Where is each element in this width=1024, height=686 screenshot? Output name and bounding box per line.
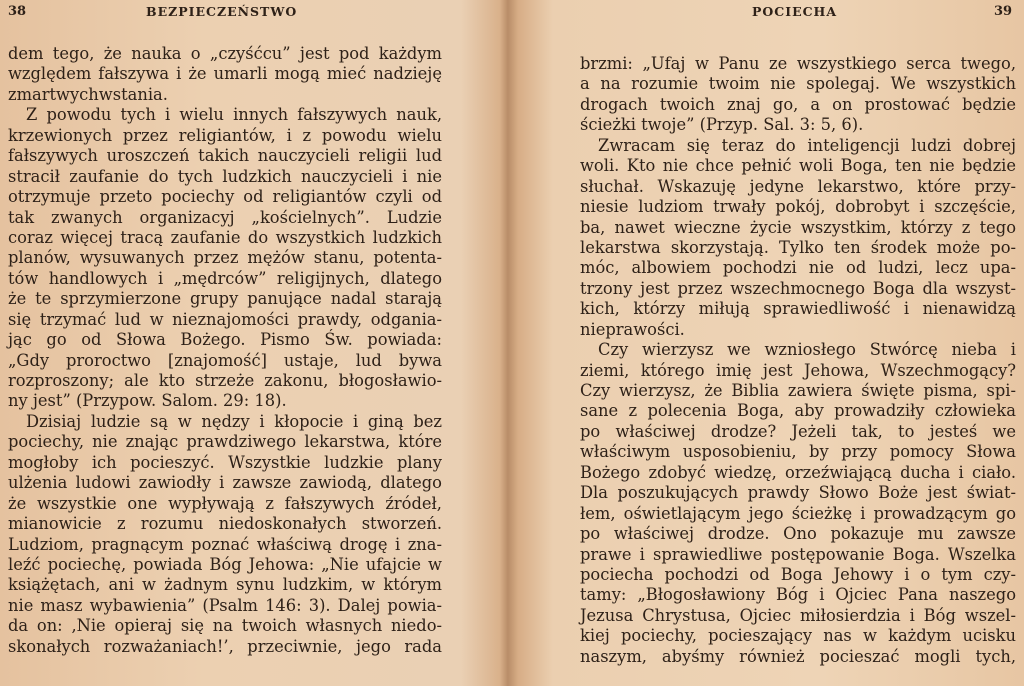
text-line: tamy: „Błogosławiony Bóg i Ojciec Pana naszego bbox=[580, 585, 1016, 605]
text-line: że te sprzymierzone grupy panujące nadal starają bbox=[8, 289, 442, 309]
text-line: leźć pociechę, powiada Bóg Jehowa: „Nie ufajcie w bbox=[8, 554, 442, 574]
text-line: kiej pociechy, pocieszający nas w każdym ucisku bbox=[580, 626, 1016, 646]
text-line: trzony jest przez wszechmocnego Boga dla wszyst- bbox=[580, 278, 1016, 298]
text-line: móc, albowiem pochodzi nie od ludzi, lecz upa- bbox=[580, 258, 1016, 278]
right-page bbox=[528, 0, 1024, 686]
text-line: jąc go od Słowa Bożego. Pismo Św. powiada: bbox=[8, 330, 442, 350]
text-line: krzewionych przez religiantów, i z powodu wielu bbox=[8, 125, 442, 145]
text-line: Bożego zdobyć wiedzę, orzeźwiającą ducha i ciało. bbox=[580, 462, 1016, 482]
page-number: 39 bbox=[994, 4, 1013, 19]
text-line: książętach, ani w żadnym synu ludzkim, w którym bbox=[8, 575, 442, 595]
text-line: woli. Kto nie chce pełnić woli Boga, ten nie będzie bbox=[580, 156, 1016, 176]
text-line: dem tego, że nauka o „czyśćcu” jest pod każdym bbox=[8, 44, 442, 63]
text-line: sane z polecenia Boga, aby prowadziły człowieka bbox=[580, 401, 1016, 421]
text-line: planów, wysuwanych przez mężów stanu, potenta- bbox=[8, 248, 442, 268]
text-line: „Gdy proroctwo [znajomość] ustaje, lud bywa bbox=[8, 350, 442, 370]
text-line: po właściwej drodze? Jeżeli tak, to jesteś we bbox=[580, 421, 1016, 441]
text-line: właściwym usposobieniu, by przy pomocy Słowa bbox=[580, 442, 1016, 462]
running-head: POCIECHA bbox=[752, 4, 838, 19]
text-line: że wszystkie one wypływają z fałszywych źródeł, bbox=[8, 493, 442, 513]
text-line: lekarstwa skorzystają. Tylko ten środek może po- bbox=[580, 237, 1016, 257]
text-line: nieprawości. bbox=[580, 319, 685, 339]
text-line: zmartwychwstania. bbox=[8, 84, 168, 104]
text-line: brzmi: „Ufaj w Panu ze wszystkiego serca twego, bbox=[580, 54, 1016, 73]
text-line: Czy wierzysz we wzniosłego Stwórcę nieba i bbox=[598, 340, 1016, 360]
text-line: ny jest” (Przypow. Salom. 29: 18). bbox=[8, 391, 287, 411]
text-line: pociechy, nie znając prawdziwego lekarstwa, które bbox=[8, 432, 442, 452]
text-line: da on: ‚Nie opieraj się na twoich własnych niedo- bbox=[8, 616, 442, 636]
text-line: Zwracam się teraz do inteligencji ludzi dobrej bbox=[598, 135, 1016, 155]
text-line: Ludziom, pragnącym poznać właściwą drogę i zna- bbox=[8, 534, 442, 554]
text-line: otrzymuje przeto pociechy od religiantów czyli od bbox=[8, 187, 442, 207]
text-line: mianowicie z rozumu niedoskonałych stworzeń. bbox=[8, 514, 442, 534]
page-body bbox=[8, 44, 442, 657]
text-line: tów handlowych i „mędrców” religijnych, dlatego bbox=[8, 268, 442, 288]
left-page bbox=[0, 0, 496, 686]
text-line: naszym, abyśmy również pocieszać mogli tych, bbox=[580, 646, 1016, 666]
text-line: a na rozumie twoim nie spolegaj. We wszystkich bbox=[580, 74, 1016, 94]
text-line: drogach twoich znaj go, a on prostować będzie bbox=[580, 94, 1016, 114]
text-line: ulżenia ludowi zawiodły i zawsze zawiodą, dlatego bbox=[8, 473, 442, 493]
text-line: pociecha pochodzi od Boga Jehowy i o tym czy- bbox=[580, 564, 1016, 584]
text-line: skonałych rozważaniach!’, przeciwnie, jego rada bbox=[8, 636, 442, 656]
text-line: prawe i sprawiedliwe postępowanie Boga. Wszelka bbox=[580, 544, 1016, 564]
text-line: ba, nawet wieczne życie wszystkim, którzy z tego bbox=[580, 217, 1016, 237]
text-line: po właściwej drodze. Ono pokazuje mu zawsze bbox=[580, 524, 1016, 544]
text-line: ścieżki twoje” (Przyp. Sal. 3: 5, 6). bbox=[580, 115, 864, 135]
text-line: Dzisiaj ludzie są w nędzy i kłopocie i giną bez bbox=[26, 411, 442, 431]
text-line: łem, oświetlającym jego ścieżkę i prowadzącym go bbox=[580, 503, 1016, 523]
text-line: Jezusa Chrystusa, Ojciec miłosierdzia i Bóg wszel- bbox=[580, 605, 1016, 625]
text-line: mogłoby ich pocieszyć. Wszystkie ludzkie plany bbox=[8, 452, 442, 472]
text-line: kich, którzy miłują sprawiedliwość i nienawidzą bbox=[580, 299, 1016, 319]
text-line: się trzymać lud w nieznajomości prawdy, odgania- bbox=[8, 309, 442, 329]
text-line: ziemi, którego imię jest Jehowa, Wszechmogący? bbox=[580, 360, 1016, 380]
text-line: tak zwanych organizacyj „kościelnych”. Ludzie bbox=[8, 207, 442, 227]
text-line: słuchał. Wskazuję jedyne lekarstwo, które przy- bbox=[580, 176, 1016, 196]
text-line: rozproszony; ale kto strzeże zakonu, błogosławio- bbox=[8, 371, 442, 390]
text-line: Czy wierzysz, że Biblia zawiera święte pisma, spi- bbox=[580, 381, 1016, 400]
text-line: fałszywych uroszczeń takich nauczycieli religii lud bbox=[8, 146, 442, 166]
text-line: nie masz wybawienia” (Psalm 146: 3). Dalej powia- bbox=[8, 595, 442, 615]
text-line: Z powodu tych i wielu innych fałszywych nauk, bbox=[26, 105, 442, 125]
text-line: względem fałszywa i że umarli mogą mieć nadzieję bbox=[8, 64, 442, 84]
page-body bbox=[580, 54, 1016, 667]
running-head: BEZPIECZEŃSTWO bbox=[146, 4, 298, 19]
text-line: niesie ludziom trwały pokój, dobrobyt i szczęście, bbox=[580, 197, 1016, 217]
text-line: stracił zaufanie do tych ludzkich nauczycieli i nie bbox=[8, 166, 442, 186]
text-line: Dla poszukujących prawdy Słowo Boże jest świat- bbox=[580, 483, 1016, 503]
page-number: 38 bbox=[8, 4, 27, 19]
text-line: coraz więcej tracą zaufanie do wszystkich ludzkich bbox=[8, 227, 442, 247]
